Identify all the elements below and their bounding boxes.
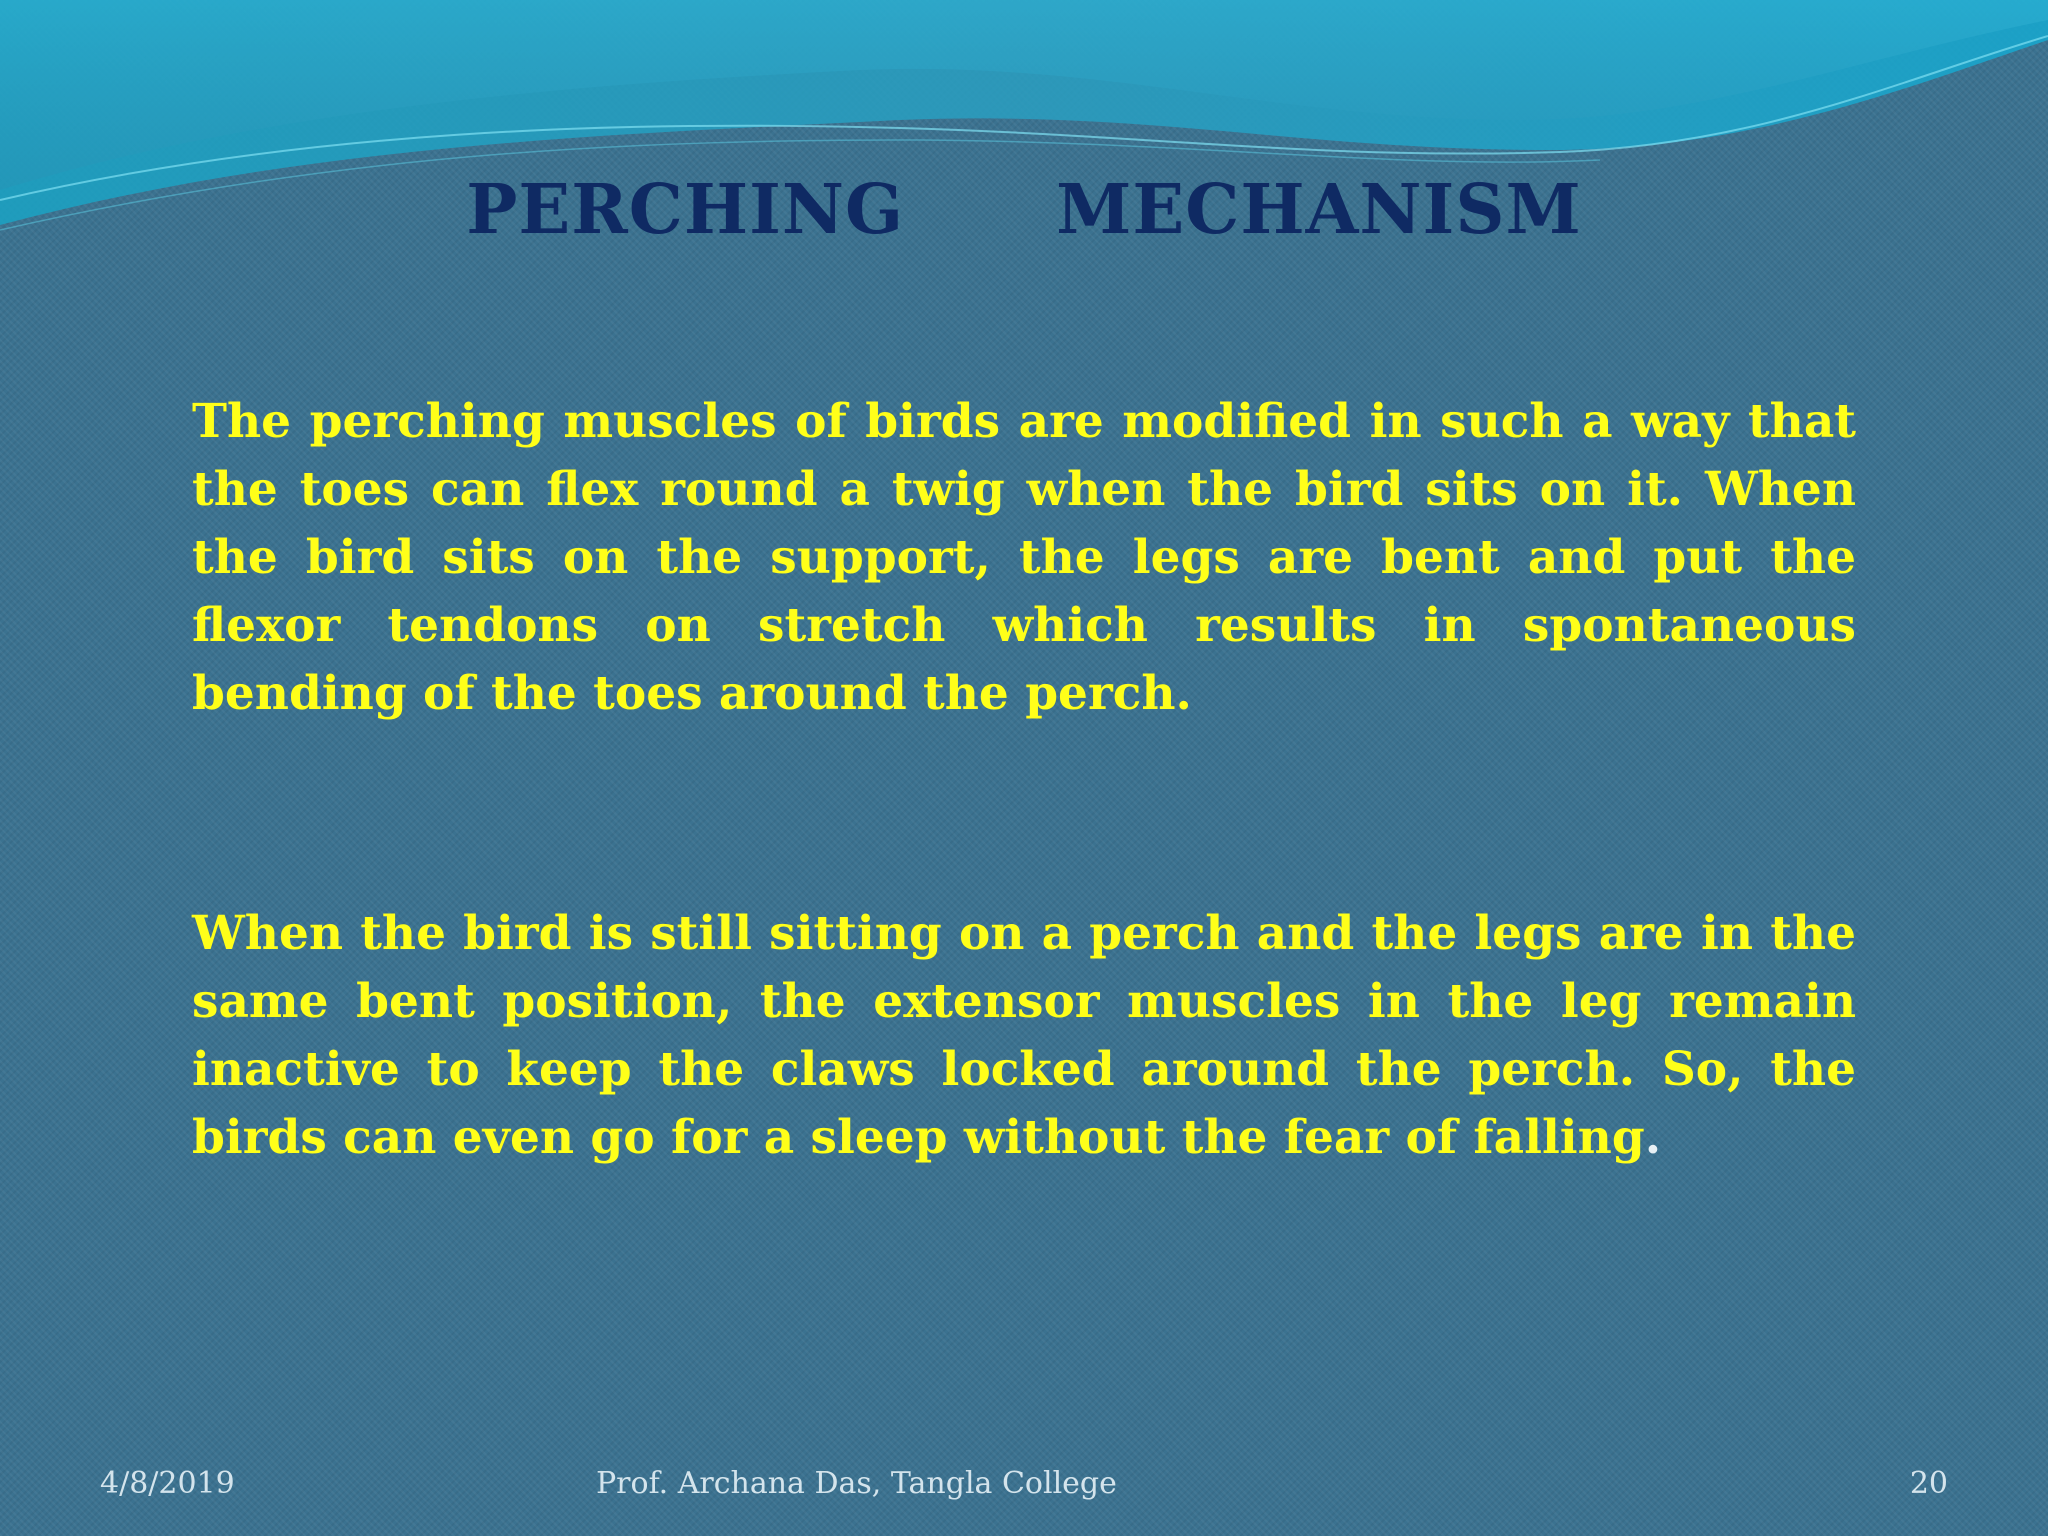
body-paragraph-2 (192, 900, 1856, 1172)
body-paragraph-1: The perching muscles of birds are modified in such a way that the toes can flex round a twig when the bird sits on it. When the bird sits on the support, the legs are bent and put the flexor tendons on stretch which results in spontaneous bending of the toes around the perch. (192, 394, 1856, 721)
footer-page-number: 20 (1909, 1466, 1948, 1501)
footer-author: Prof. Archana Das, Tangla College (596, 1466, 1117, 1501)
body-paragraph-2-text: When the bird is still sitting on a perch and the legs are in the same bent position, the extensor muscles in the leg remain inactive to keep the claws locked around the perch. So, the birds can even go for a sleep without the fear of falling (192, 906, 1856, 1165)
slide-title: PERCHING MECHANISM (466, 170, 1582, 250)
body-paragraph-2-period: . (1644, 1110, 1662, 1165)
footer-date: 4/8/2019 (100, 1466, 235, 1501)
